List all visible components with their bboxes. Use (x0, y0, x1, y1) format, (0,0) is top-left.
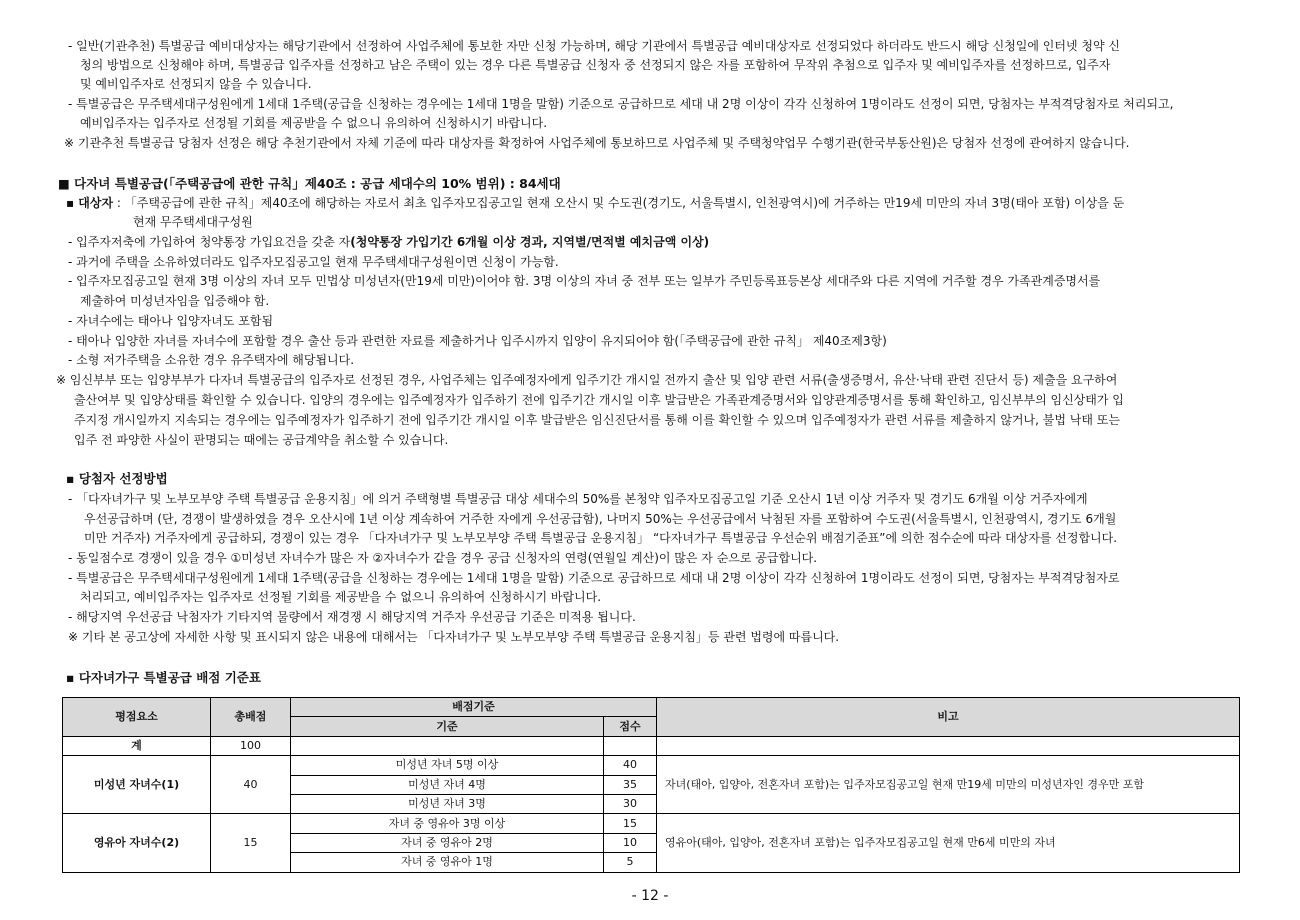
req-line: - 입주자모집공고일 현재 3명 이상의 자녀 모두 민법상 미성년자(만19세 미만)이어야 함. 3명 이상의 자녀 중 전부 또는 일부가 주민등록표등본상 세대주와 다른 지역에 거주할 경우 가족관계증명서를 (68, 274, 1101, 288)
req-line: - 자녀수에는 태아나 입양자녀도 포함됨 (68, 314, 274, 328)
points-cell: 35 (604, 775, 657, 794)
intro-line: - 일반(기관추천) 특별공급 예비대상자는 해당기관에서 선정하여 사업주체에 통보한 자만 신청 가능하며, 해당 기관에서 특별공급 예비대상자로 선정되었다 하더라도 반드시 해당 신청일에 인터넷 청약 신 (68, 39, 1120, 53)
selection-line: 우선공급하며 (단, 경쟁이 발생하였을 경우 오산시에 1년 이상 계속하여 거주한 자에게 우선공급함), 나머지 50%는 우선공급에서 낙첨된 자를 포함하여 수도권(서울특별시, 인천광역시, 경기도 6개월 (84, 512, 1117, 526)
minor-factor: 미성년 자녀수(1) (63, 756, 211, 814)
pregnancy-note: 주지정 개시일까지 지속되는 경우에는 입주예정자가 입주하기 전에 입주기간 개시일 이후 발급받은 임신진단서를 통해 이를 확인할 수 있으며 입주예정자가 관련 서류를 제출하지 않거나, 불법 낙태 또는 (74, 413, 1120, 427)
table-row-total (63, 736, 1240, 755)
selection-line: 처리되고, 예비입주자는 입주자로 선정될 기회를 제공받을 수 없으니 유의하여 신청하시기 바랍니다. (80, 590, 602, 604)
table-header-row (63, 698, 1240, 717)
table-row (63, 814, 1240, 833)
minor-total: 40 (211, 756, 291, 814)
table-row (63, 756, 1240, 775)
req-line: 제출하여 미성년자임을 입증해야 함. (80, 294, 270, 308)
points-cell: 5 (604, 853, 657, 872)
target-text-2: 현재 무주택세대구성원 (133, 215, 253, 229)
page-number: - 12 - (631, 888, 669, 904)
criteria-cell: 자녀 중 영유아 3명 이상 (291, 814, 604, 833)
table-title: ▪ 다자녀가구 특별공급 배점 기준표 (66, 670, 261, 685)
total-label: 계 (63, 736, 211, 755)
header-criteria: 기준 (291, 717, 604, 736)
header-criteria-group: 배점기준 (291, 698, 657, 717)
total-score: 100 (211, 736, 291, 755)
header-total-score: 총배점 (211, 698, 291, 737)
infant-remark: 영유아(태아, 입양아, 전혼자녀 포함)는 입주자모집공고일 현재 만6세 미만의 자녀 (657, 814, 1240, 872)
infant-factor: 영유아 자녀수(2) (63, 814, 211, 872)
target-row (66, 195, 1124, 211)
target-label: ▪ 대상자 (66, 196, 114, 210)
points-cell: 15 (604, 814, 657, 833)
intro-line: 및 예비입주자로 선정되지 않을 수 있습니다. (80, 77, 312, 91)
intro-note: ※ 기관추천 특별공급 당첨자 선정은 해당 추천기관에서 자체 기준에 따라 대상자를 확정하여 사업주체에 통보하므로 사업주체 및 주택청약업무 수행기관(한국부동산원)은 당첨자 선정에 관여하지 않습니다. (64, 136, 1130, 150)
selection-title: ▪ 당첨자 선정방법 (66, 471, 168, 486)
req-line: - 태아나 입양한 자녀를 자녀수에 포함할 경우 출산 등과 관련한 자료를 제출하거나 입주시까지 입양이 유지되어야 함(「주택공급에 관한 규칙」 제40조제3항) (68, 334, 887, 348)
req-line: - 소형 저가주택을 소유한 경우 유주택자에 해당됩니다. (68, 353, 355, 367)
target-text: : 「주택공급에 관한 규칙」제40조에 해당하는 자로서 최초 입주자모집공고일 현재 오산시 및 수도권(경기도, 서울특별시, 인천광역시)에 거주하는 만19세 미만의 자녀 3명(태아 포함) 이상을 둔 (113, 196, 1125, 210)
intro-line: 청의 방법으로 신청해야 하며, 특별공급 입주자를 선정하고 남은 주택이 있는 경우 다른 특별공급 신청자 중 선정되지 않은 자를 포함하여 무작위 추첨으로 입주자 및 예비입주자를 선정하므로, 입주자 (80, 58, 1111, 72)
points-cell: 40 (604, 756, 657, 775)
req-savings-text: - 입주자저축에 가입하여 청약통장 가입요건을 갖춘 자 (68, 235, 351, 249)
criteria-cell: 자녀 중 영유아 1명 (291, 853, 604, 872)
header-points: 점수 (604, 717, 657, 736)
empty-cell (291, 736, 604, 755)
pregnancy-note: 출산여부 및 입양상태를 확인할 수 있습니다. 입양의 경우에는 입주예정자가 입주하기 전에 입주기간 개시일 이후 발급받은 가족관계증명서와 입양관계증명서를 통해 확인하고, 임신부부의 임신상태가 입 (74, 393, 1124, 407)
intro-line: - 특별공급은 무주택세대구성원에게 1세대 1주택(공급을 신청하는 경우에는 1세대 1명을 말함) 기준으로 공급하므로 세대 내 2명 이상이 각각 신청하여 1명이라도 선정이 되면, 당첨자는 부적격당첨자로 처리되고, (68, 97, 1174, 111)
score-table (62, 697, 1240, 873)
selection-line: - 특별공급은 무주택세대구성원에게 1세대 1주택(공급을 신청하는 경우에는 1세대 1명을 말함) 기준으로 공급하므로 세대 내 2명 이상이 각각 신청하여 1명이라도 선정이 되면, 당첨자는 부적격당첨자로 (68, 571, 1120, 585)
section-title: ■ 다자녀 특별공급(「주택공급에 관한 규칙」제40조 : 공급 세대수의 10% 범위) : 84세대 (58, 176, 561, 191)
selection-note: ※ 기타 본 공고상에 자세한 사항 및 표시되지 않은 내용에 대해서는 「다자녀가구 및 노부모부양 주택 특별공급 운용지침」등 관련 법령에 따릅니다. (68, 630, 840, 644)
req-savings-bold: (청약통장 가입기간 6개월 이상 경과, 지역별/면적별 예치금액 이상) (350, 235, 710, 249)
header-remarks: 비고 (657, 698, 1240, 737)
selection-line: 미만 거주자) 거주자에게 공급하되, 경쟁이 있는 경우 「다자녀가구 및 노부모부양 주택 특별공급 운용지침」 “다자녀가구 특별공급 우선순위 배점기준표”에 의한 점수순에 따라 대상자를 선정합니다. (84, 531, 1118, 545)
minor-remark: 자녀(태아, 입양아, 전혼자녀 포함)는 입주자모집공고일 현재 만19세 미만의 미성년자인 경우만 포함 (657, 756, 1240, 814)
criteria-cell: 자녀 중 영유아 2명 (291, 833, 604, 852)
points-cell: 30 (604, 794, 657, 813)
req-savings (68, 234, 709, 250)
empty-cell (657, 736, 1240, 755)
req-line: - 과거에 주택을 소유하였더라도 입주자모집공고일 현재 무주택세대구성원이면 신청이 가능함. (68, 255, 559, 269)
intro-line: 예비입주자는 입주자로 선정될 기회를 제공받을 수 없으니 유의하여 신청하시기 바랍니다. (80, 116, 548, 130)
selection-line: - 「다자녀가구 및 노부모부양 주택 특별공급 운용지침」에 의거 주택형별 특별공급 대상 세대수의 50%를 본청약 입주자모집공고일 기준 오산시 1년 이상 거주자 및 경기도 6개월 이상 거주자에게 (68, 492, 1088, 506)
infant-total: 15 (211, 814, 291, 872)
criteria-cell: 미성년 자녀 5명 이상 (291, 756, 604, 775)
pregnancy-note: ※ 임신부부 또는 입양부부가 다자녀 특별공급의 입주자로 선정된 경우, 사업주체는 입주예정자에게 입주기간 개시일 전까지 출산 및 입양 관련 서류(출생증명서, 유산·낙태 관련 진단서 등) 제출을 요구하여 (56, 373, 1118, 387)
criteria-cell: 미성년 자녀 3명 (291, 794, 604, 813)
header-factor: 평점요소 (63, 698, 211, 737)
points-cell: 10 (604, 833, 657, 852)
empty-cell (604, 736, 657, 755)
criteria-cell: 미성년 자녀 4명 (291, 775, 604, 794)
selection-line: - 동일점수로 경쟁이 있을 경우 ①미성년 자녀수가 많은 자 ②자녀수가 같을 경우 공급 신청자의 연령(연월일 계산)이 많은 자 순으로 공급합니다. (68, 551, 818, 565)
pregnancy-note: 입주 전 파양한 사실이 판명되는 때에는 공급계약을 취소할 수 있습니다. (74, 433, 449, 447)
selection-line: - 해당지역 우선공급 낙첨자가 기타지역 물량에서 재경쟁 시 해당지역 거주자 우선공급 기준은 미적용 됩니다. (68, 610, 636, 624)
